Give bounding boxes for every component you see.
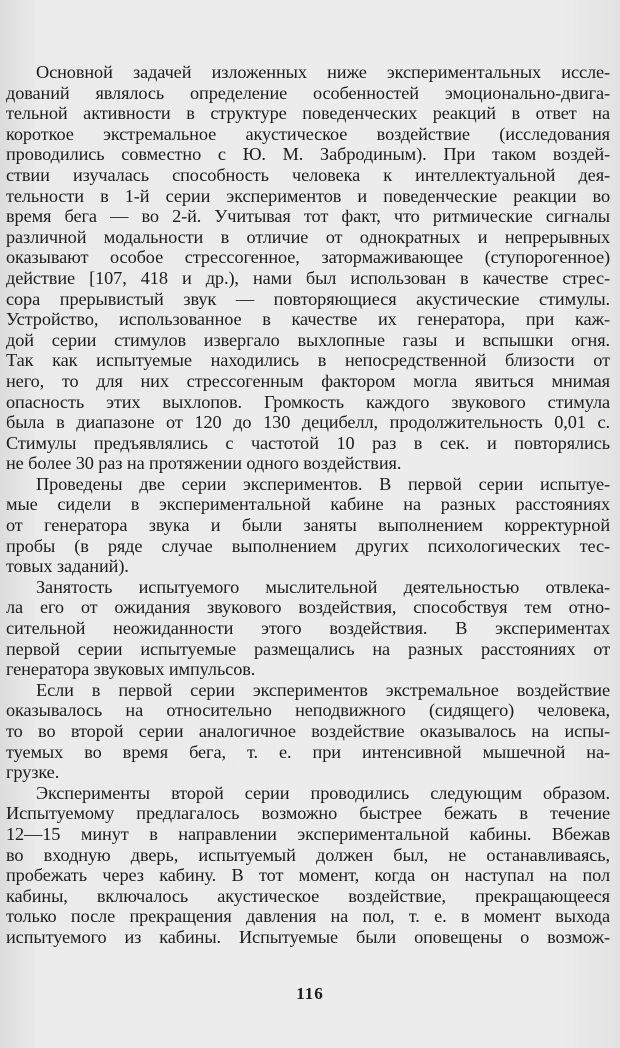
text-line: грузке.: [6, 762, 60, 783]
text-line: дой серии стимулов извергало выхлопные газы и вспышки огня.: [6, 329, 610, 350]
body-text: [6, 62, 610, 948]
text-line: пробы (в ряде случае выполнением других психологических тес-: [6, 535, 610, 556]
text-line: генератора звуковых импульсов.: [6, 659, 256, 680]
text-line: Эксперименты второй серии проводились следующим образом.: [36, 782, 610, 803]
text-line: мые сидели в экспериментальной кабине на разных расстояниях: [6, 494, 610, 515]
text-line: сительной неожиданности этого воздействия. В экспериментах: [6, 618, 610, 639]
text-line: Испытуемому предлагалось возможно быстрее бежать в течение: [6, 803, 610, 824]
text-line: сора прерывистый звук — повторяющиеся акустические стимулы.: [6, 288, 610, 309]
text-line: оказывают особое стрессогенное, затормаживающее (ступорогенное): [6, 247, 610, 268]
text-line: различной модальности в отличие от однократных и непрерывных: [6, 226, 610, 247]
text-line: тельной активности в структуре поведенческих реакций в ответ на: [6, 103, 610, 124]
text-line: него, то для них стрессогенным фактором могла явиться мнимая: [6, 370, 610, 391]
text-line: Так как испытуемые находились в непосредственной близости от: [6, 350, 610, 371]
text-line: была в диапазоне от 120 до 130 децибелл, продолжительность 0,01 с.: [6, 412, 610, 433]
text-line: от генератора звука и были заняты выполнением корректурной: [6, 515, 610, 536]
text-line: Основной задачей изложенных ниже экспериментальных иссле-: [36, 62, 610, 82]
text-line: дований являлось определение особенностей эмоционально-двига-: [6, 82, 610, 103]
text-line: пробежать через кабину. В тот момент, когда он наступал на пол: [6, 865, 610, 886]
text-line: Если в первой серии экспериментов экстремальное воздействие: [36, 679, 610, 700]
text-line: не более 30 раз на протяжении одного воздействия.: [6, 453, 402, 474]
text-line: первой серии испытуемые размещались на разных расстояниях от: [6, 638, 610, 659]
text-line: тельности в 1-й серии экспериментов и поведенческие реакции во: [6, 185, 610, 206]
text-line: во входную дверь, испытуемый должен был, не останавливаясь,: [6, 844, 610, 865]
text-line: Проведены две серии экспериментов. В первой серии испытуе-: [36, 473, 610, 494]
text-line: оказывалось на относительно неподвижного (сидящего) человека,: [6, 700, 610, 721]
text-line: туемых во время бега, т. е. при интенсивной мышечной на-: [6, 741, 610, 762]
text-line: Занятость испытуемого мыслительной деятельностью отвлека-: [36, 576, 610, 597]
text-line: Устройство, использованное в качестве их генератора, при каж-: [6, 309, 610, 330]
text-line: время бега — во 2-й. Учитывая тот факт, что ритмические сигналы: [6, 206, 610, 227]
page-number: 116: [296, 984, 324, 1003]
text-line: испытуемого из кабины. Испытуемые были оповещены о возмож-: [6, 926, 610, 947]
text-line: товых заданий).: [6, 556, 129, 577]
text-line: проводились совместно с Ю. М. Забродиным). При таком воздей-: [6, 144, 610, 165]
text-line: то во второй серии аналогичное воздействие оказывалось на испы-: [6, 721, 610, 741]
text-line: опасность этих выхлопов. Громкость каждого звукового стимула: [6, 391, 610, 412]
text-line: кабины, включалось акустическое воздействие, прекращающееся: [6, 885, 610, 906]
text-line: Стимулы предъявлялись с частотой 10 раз в сек. и повторялись: [6, 432, 610, 453]
text-line: только после прекращения давления на пол, т. е. в момент выхода: [6, 906, 610, 927]
text-line: 12—15 минут в направлении экспериментальной кабины. Вбежав: [6, 823, 610, 844]
text-line: действие [107, 418 и др.), нами был использован в качестве стрес-: [6, 267, 610, 288]
text-line: ла его от ожидания звукового воздействия, способствуя тем отно-: [6, 597, 610, 618]
text-line: короткое экстремальное акустическое воздействие (исследования: [6, 123, 610, 144]
text-line: ствии изучалась способность человека к интеллектуальной дея-: [6, 164, 610, 185]
